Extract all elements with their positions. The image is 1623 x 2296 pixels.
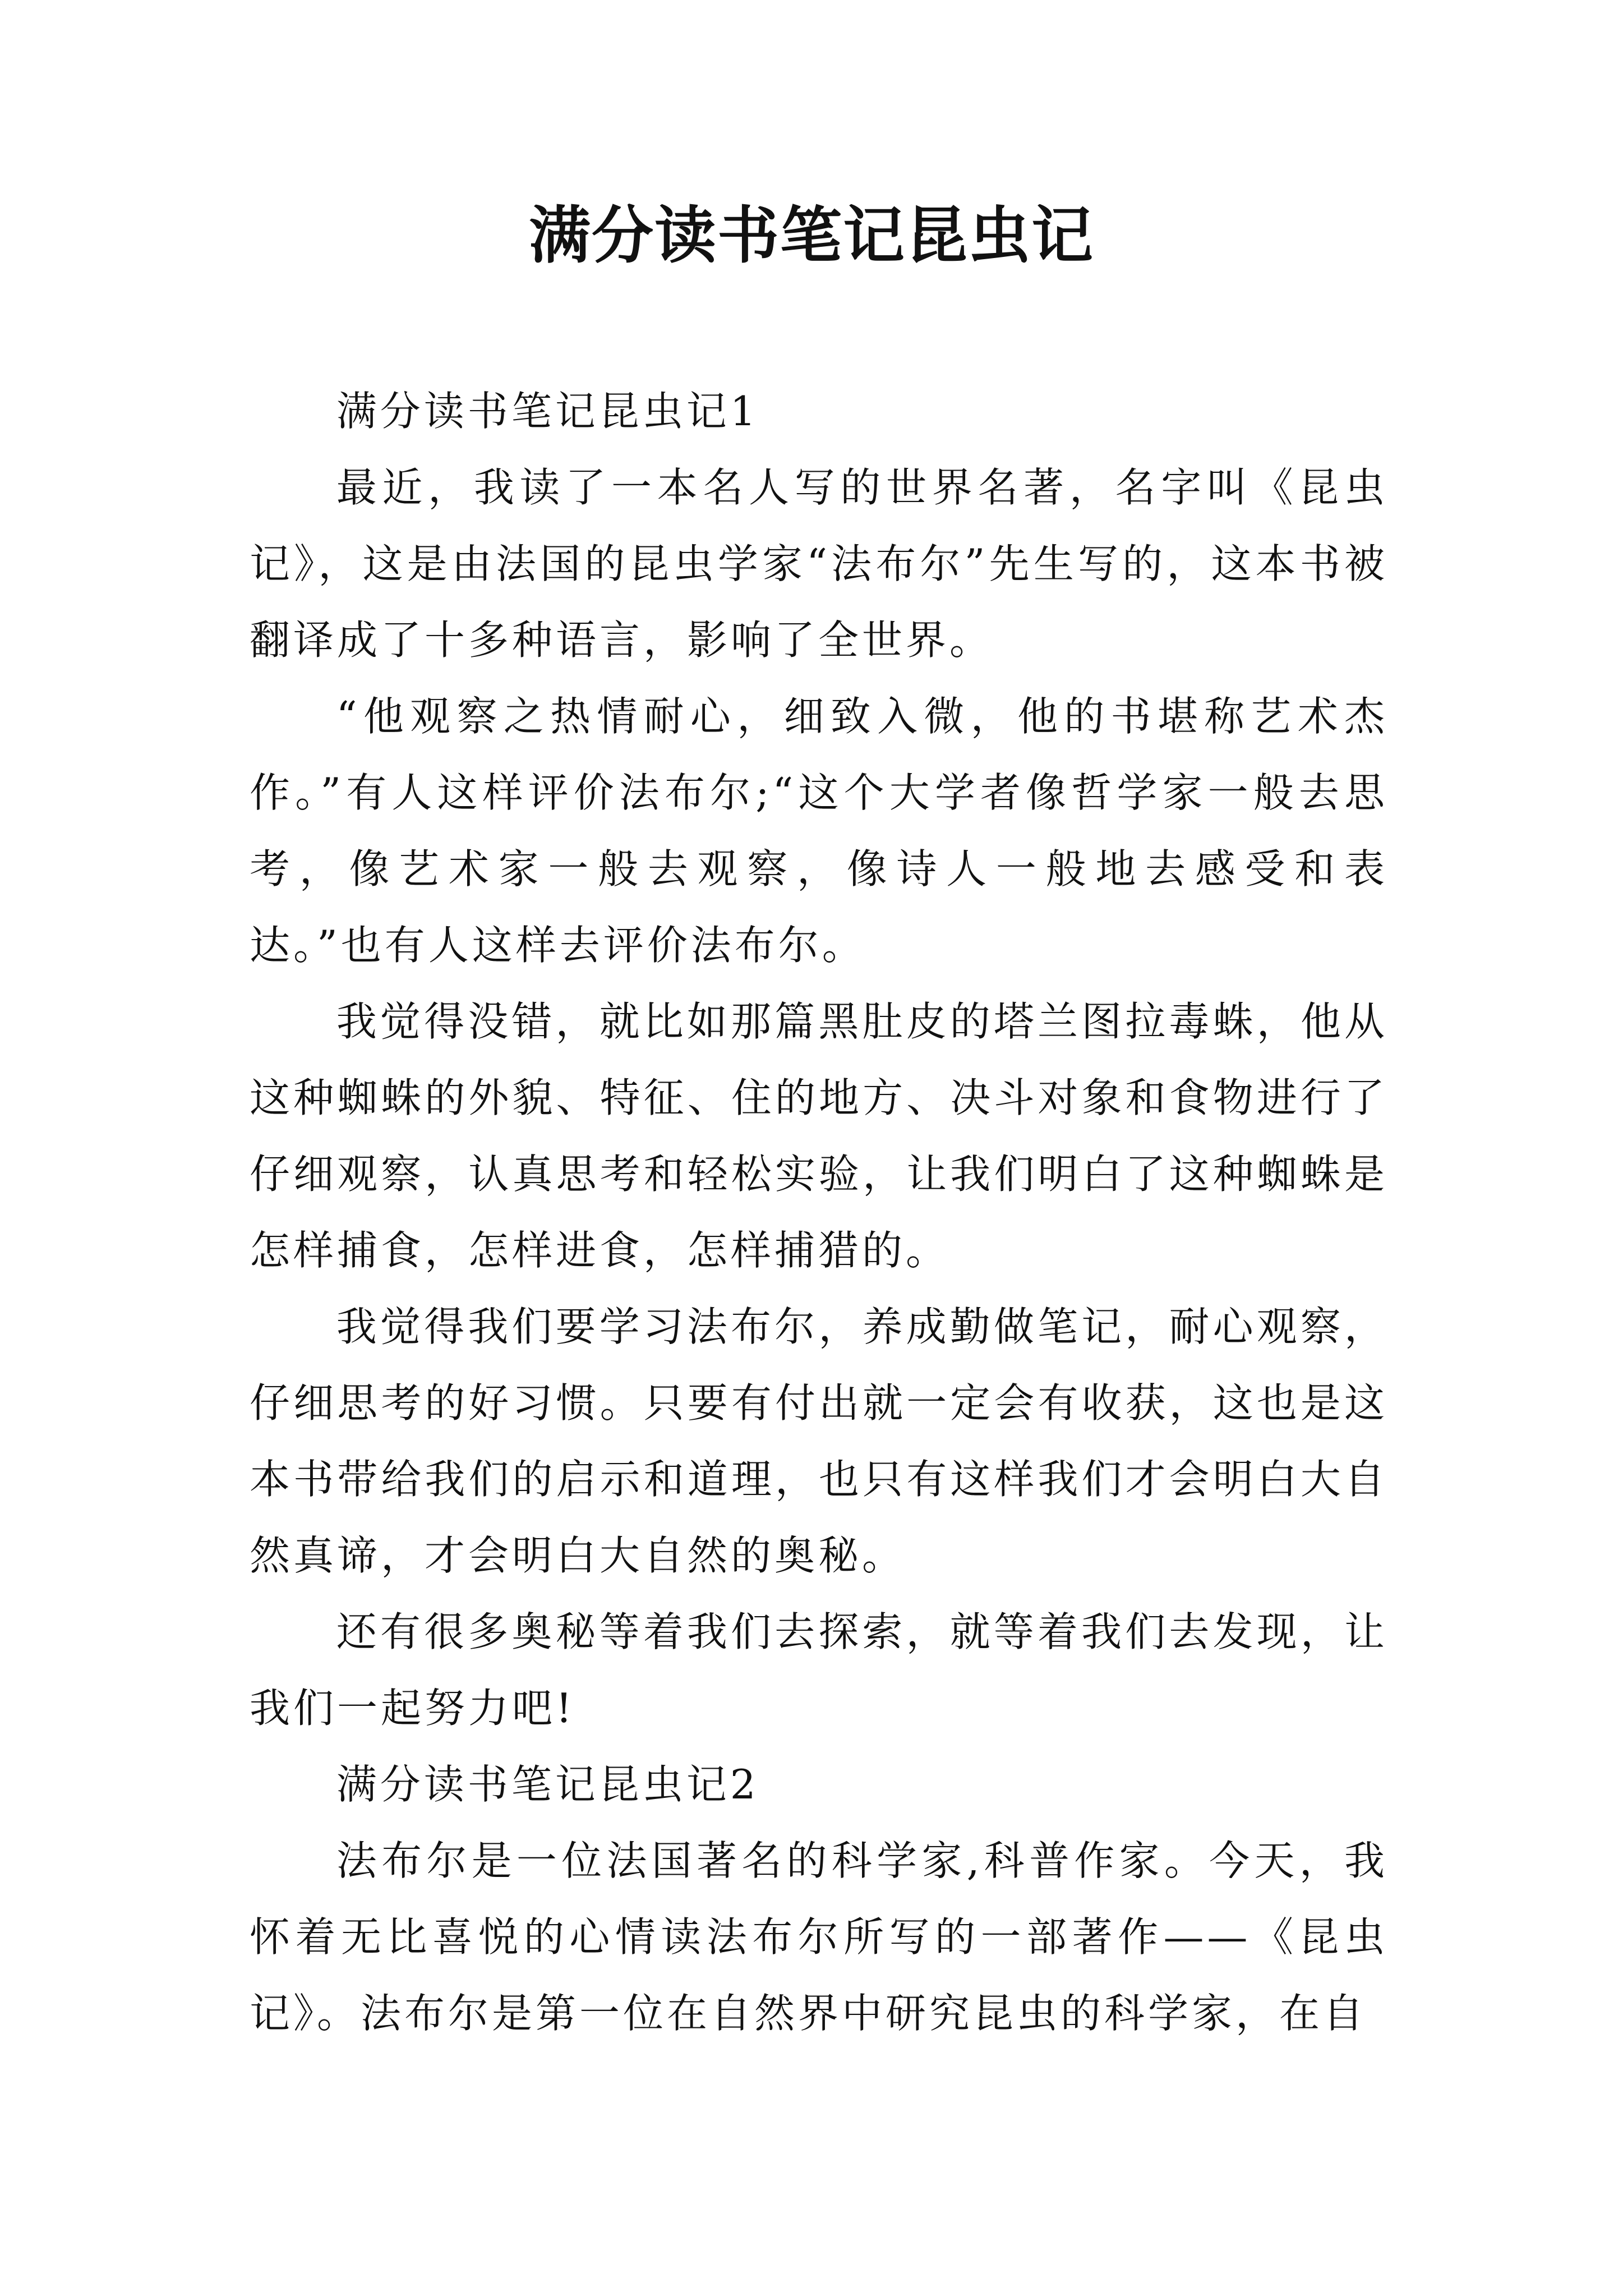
paragraph: 法布尔是一位法国著名的科学家,科普作家。今天，我怀着无比喜悦的心情读法布尔所写的一部著作——《昆虫记》。法布尔是第一位在自然界中研究昆虫的科学家，在自 [250,1837,1388,2037]
paragraph: 最近，我读了一本名人写的世界名著，名字叫《昆虫记》，这是由法国的昆虫学家“法布尔”先生写的，这本书被翻译成了十多种语言，影响了全世界。 [250,464,1388,664]
paragraph: 我觉得我们要学习法布尔，养成勤做笔记，耐心观察，仔细思考的好习惯。只要有付出就一定会有收获，这也是这本书带给我们的启示和道理，也只有这样我们才会明白大自然真谛，才会明白大自然的奥秘。 [250,1303,1388,1579]
paragraph: 我觉得没错，就比如那篇黑肚皮的塔兰图拉毒蛛，他从这种蜘蛛的外貌、特征、住的地方、决斗对象和食物进行了仔细观察，认真思考和轻松实验，让我们明白了这种蜘蛛是怎样捕食，怎样进食，怎样捕猎的。 [250,998,1388,1274]
document-title: 满分读书笔记昆虫记 [529,199,1094,272]
paragraph: “他观察之热情耐心，细致入微，他的书堪称艺术杰作。”有人这样评价法布尔;“这个大学者像哲学家一般去思考，像艺术家一般去观察，像诗人一般地去感受和表达。”也有人这样去评价法布尔。 [250,693,1388,969]
section-heading: 满分读书笔记昆虫记1 [336,388,759,435]
document-body [250,373,1388,2051]
paragraph: 还有很多奥秘等着我们去探索，就等着我们去发现，让我们一起努力吧! [250,1608,1388,1732]
section-heading: 满分读书笔记昆虫记2 [336,1761,759,1808]
